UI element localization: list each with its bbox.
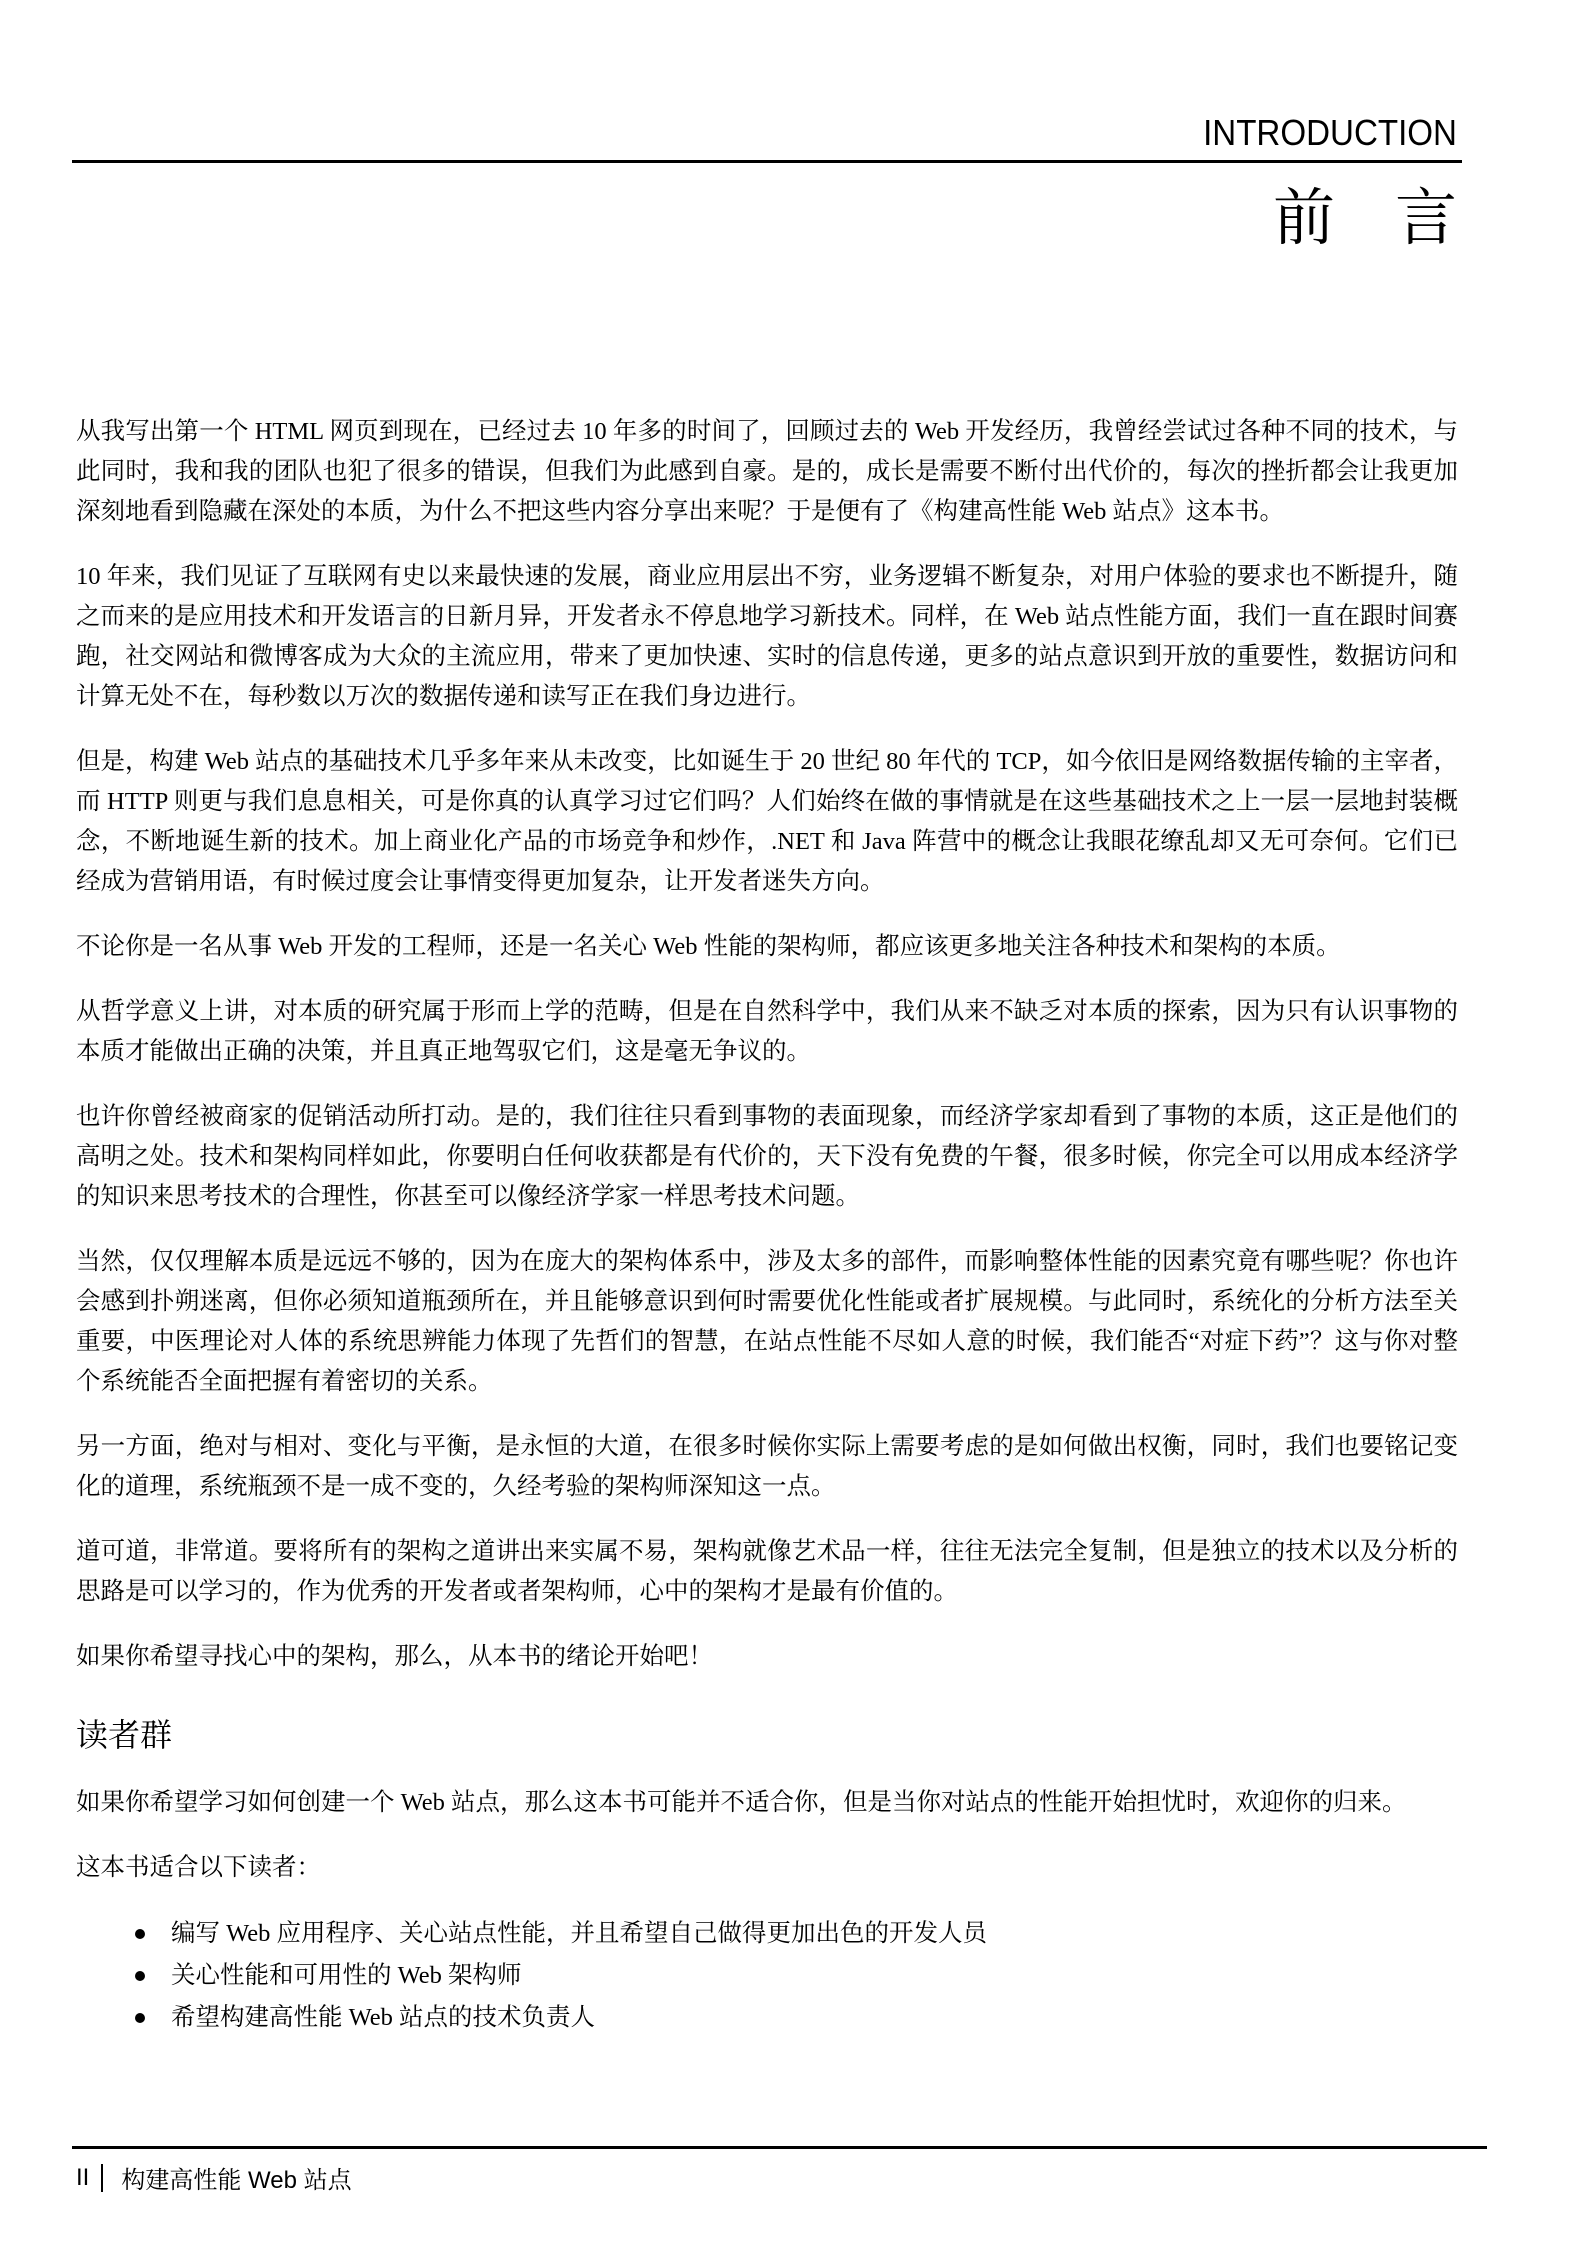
page-content [76, 412, 1458, 2039]
footer-divider [72, 2146, 1487, 2149]
paragraph: 但是，构建 Web 站点的基础技术几乎多年来从未改变，比如诞生于 20 世纪 80 年代的 TCP，如今依旧是网络数据传输的主宰者，而 HTTP 则更与我们息息相关，可是你真的认真学习过它们吗？人们始终在做的事情就是在这些基础技术之上一层一层地封装概念，不断地诞生新的技术。加上商业化产品的市场竞争和炒作，.NET 和 Java 阵营中的概念让我眼花缭乱却又无可奈何。它们已经成为营销用语，有时候过度会让事情变得更加复杂，让开发者迷失方向。 [76, 748, 1458, 895]
section-title-english: INTRODUCTION [1203, 112, 1457, 153]
list-item: 希望构建高性能 Web 站点的技术负责人 [171, 1997, 1458, 2039]
book-title: 构建高性能 Web 站点 [121, 2167, 352, 2194]
paragraph: 10 年来，我们见证了互联网有史以来最快速的发展，商业应用层出不穷，业务逻辑不断复杂，对用户体验的要求也不断提升，随之而来的是应用技术和开发语言的日新月异，开发者永不停息地学习新技术。同样，在 Web 站点性能方面，我们一直在跟时间赛跑，社交网站和微博客成为大众的主流应用，带来了更加快速、实时的信息传递，更多的站点意识到开放的重要性，数据访问和计算无处不在，每秒数以万次的数据传递和读写正在我们身边进行。 [76, 563, 1458, 710]
header-divider [72, 160, 1462, 163]
readers-list [76, 1913, 1458, 2039]
footer-separator [101, 2164, 103, 2192]
paragraph: 如果你希望寻找心中的架构，那么，从本书的绪论开始吧！ [76, 1643, 713, 1670]
paragraph: 从哲学意义上讲，对本质的研究属于形而上学的范畴，但是在自然科学中，我们从来不缺乏对本质的探索，因为只有认识事物的本质才能做出正确的决策，并且真正地驾驭它们，这是毫无争议的。 [76, 998, 1458, 1065]
paragraph: 当然，仅仅理解本质是远远不够的，因为在庞大的架构体系中，涉及太多的部件，而影响整体性能的因素究竟有哪些呢？你也许会感到扑朔迷离，但你必须知道瓶颈所在，并且能够意识到何时需要优化性能或者扩展规模。与此同时，系统化的分析方法至关重要，中医理论对人体的系统思辨能力体现了先哲们的智慧，在站点性能不尽如人意的时候，我们能否“对症下药”？这与你对整个系统能否全面把握有着密切的关系。 [76, 1248, 1458, 1395]
paragraph: 从我写出第一个 HTML 网页到现在，已经过去 10 年多的时间了，回顾过去的 Web 开发经历，我曾经尝试过各种不同的技术，与此同时，我和我的团队也犯了很多的错误，但我们为此感到自豪。是的，成长是需要不断付出代价的，每次的挫折都会让我更加深刻地看到隐藏在深处的本质，为什么不把这些内容分享出来呢？于是便有了《构建高性能 Web 站点》这本书。 [76, 418, 1458, 525]
paragraph: 也许你曾经被商家的促销活动所打动。是的，我们往往只看到事物的表面现象，而经济学家却看到了事物的本质，这正是他们的高明之处。技术和架构同样如此，你要明白任何收获都是有代价的，天下没有免费的午餐，很多时候，你完全可以用成本经济学的知识来思考技术的合理性，你甚至可以像经济学家一样思考技术问题。 [76, 1103, 1458, 1210]
paragraph: 道可道，非常道。要将所有的架构之道讲出来实属不易，架构就像艺术品一样，往往无法完全复制，但是独立的技术以及分析的思路是可以学习的，作为优秀的开发者或者架构师，心中的架构才是最有价值的。 [76, 1538, 1458, 1605]
readers-intro: 如果你希望学习如何创建一个 Web 站点，那么这本书可能并不适合你，但是当你对站点的性能开始担忧时，欢迎你的归来。 [76, 1789, 1407, 1816]
section-title-chinese: 前言 [1272, 181, 1517, 254]
paragraph: 另一方面，绝对与相对、变化与平衡，是永恒的大道，在很多时候你实际上需要考虑的是如何做出权衡，同时，我们也要铭记变化的道理，系统瓶颈不是一成不变的，久经考验的架构师深知这一点。 [76, 1433, 1458, 1500]
list-item: 编写 Web 应用程序、关心站点性能，并且希望自己做得更加出色的开发人员 [171, 1913, 1458, 1955]
readers-heading: 读者群 [76, 1716, 173, 1754]
paragraph: 不论你是一名从事 Web 开发的工程师，还是一名关心 Web 性能的架构师，都应该更多地关注各种技术和架构的本质。 [76, 933, 1341, 960]
readers-lead: 这本书适合以下读者： [76, 1854, 321, 1881]
page-footer [76, 2160, 352, 2195]
list-item: 关心性能和可用性的 Web 架构师 [171, 1955, 1458, 1997]
page-number: II [76, 2163, 90, 2191]
